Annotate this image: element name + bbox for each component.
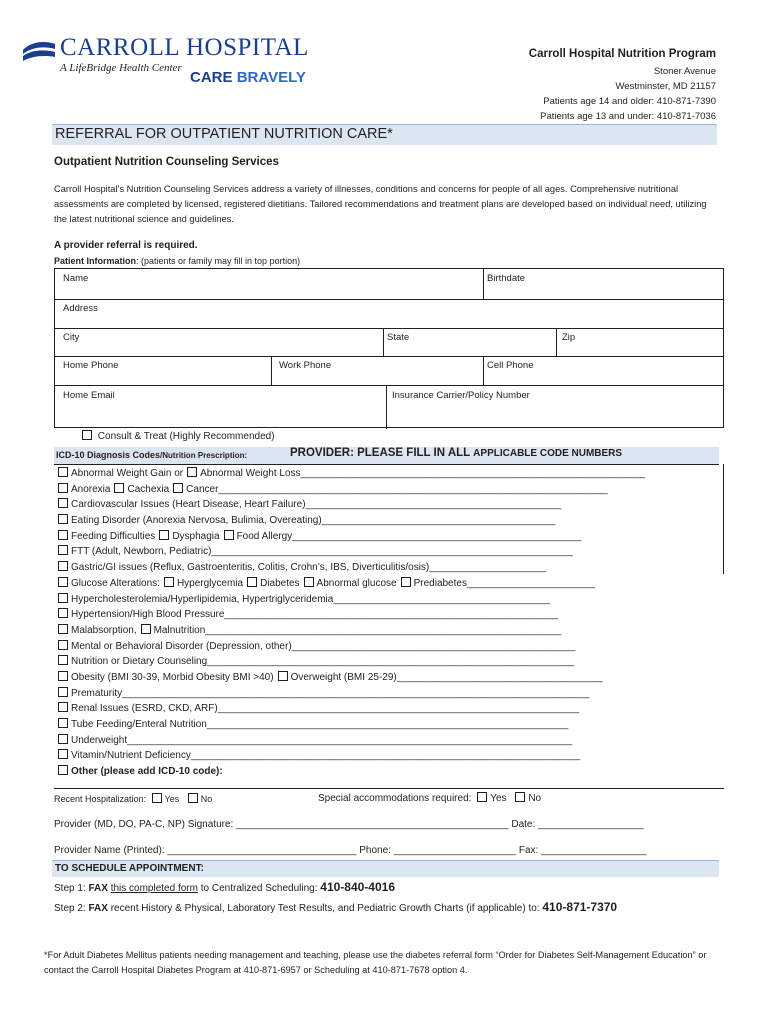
checkbox-icon[interactable]	[114, 483, 124, 493]
provider-name-line[interactable]: Provider Name (Printed): __________________________________ Phone: ______________________ Fax: ___________________	[54, 845, 647, 856]
list-item	[58, 530, 722, 546]
checkbox-icon[interactable]	[515, 792, 525, 802]
checkbox-icon[interactable]	[247, 577, 257, 587]
diagnosis-option-label: Abnormal Weight Gain or	[71, 468, 184, 479]
list-item	[58, 467, 722, 483]
city-field[interactable]: City	[63, 332, 80, 343]
code-fill-line[interactable]: _____________________	[429, 562, 547, 574]
checkbox-icon[interactable]	[58, 577, 68, 587]
provider-instruction	[290, 447, 622, 459]
diagnosis-option-label: Hyperglycemia	[176, 577, 244, 589]
step2-text: recent History & Physical, Laboratory Test Results, and Pediatric Growth Charts (if applicable) to:	[107, 903, 543, 914]
diagnosis-option-label: Food Allergy	[236, 530, 293, 542]
list-item	[58, 749, 722, 765]
checkbox-icon[interactable]	[58, 718, 68, 728]
code-fill-line[interactable]: __________________________________________	[321, 515, 556, 527]
checkbox-icon[interactable]	[401, 577, 411, 587]
diagnosis-option-label: Vitamin/Nutrient Deficiency	[71, 750, 191, 762]
diagnosis-option-label: Tube Feeding/Enteral Nutrition	[71, 719, 207, 730]
patient-info-title: Patient Information	[54, 256, 137, 266]
checkbox-icon[interactable]	[58, 734, 68, 744]
diagnosis-option-label: Abnormal glucose	[316, 577, 397, 589]
step2-prefix: Step 2:	[54, 903, 89, 914]
diagnosis-option-label: FTT (Adult, Newborn, Pediatric)	[71, 546, 212, 558]
centralized-scheduling-phone: 410-840-4016	[320, 880, 395, 894]
diagnosis-option-label: Dysphagia	[172, 530, 220, 542]
diagnosis-option-label: Nutrition or Dietary Counseling	[71, 656, 208, 668]
list-item	[58, 671, 722, 687]
list-item	[58, 687, 722, 703]
diagnosis-option-label: Prediabetes	[413, 577, 467, 589]
work-phone-field[interactable]: Work Phone	[279, 360, 332, 371]
checkbox-icon[interactable]	[58, 530, 68, 540]
hosp-no-label: No	[200, 794, 213, 804]
checkbox-icon[interactable]	[141, 624, 151, 634]
checkbox-icon[interactable]	[187, 467, 197, 477]
care-word: CARE	[190, 69, 233, 86]
list-item	[58, 608, 722, 624]
diagnosis-option-label: Glucose Alterations:	[71, 577, 160, 589]
list-item	[58, 655, 722, 671]
diagnosis-option-label: Cachexia	[127, 483, 170, 495]
checkbox-icon[interactable]	[58, 514, 68, 524]
code-fill-line[interactable]: _______________________	[466, 577, 595, 589]
phone-13-under: Patients age 13 and under: 410-871-7036	[540, 111, 716, 122]
diagnosis-option-label: Cancer	[186, 483, 219, 495]
checkbox-icon[interactable]	[278, 671, 288, 681]
checkbox-icon[interactable]	[58, 467, 68, 477]
list-item	[58, 765, 722, 781]
code-fill-line[interactable]: ______________________________________________	[305, 499, 562, 511]
step1-fax: FAX	[88, 883, 108, 894]
diagnosis-option-label: Malnutrition	[153, 624, 206, 636]
code-fill-line[interactable]: ______________________________________________________________________	[190, 750, 581, 762]
step1-text: to Centralized Scheduling:	[197, 883, 321, 894]
schedule-heading-bar	[52, 860, 719, 877]
code-fill-line[interactable]: __________________________________________________________________	[207, 656, 575, 668]
code-fill-line[interactable]: _________________________________________________________________	[217, 703, 580, 715]
section-heading: Outpatient Nutrition Counseling Services	[54, 156, 279, 168]
patient-info-form	[54, 268, 724, 428]
diagnosis-option-label: Renal Issues (ESRD, CKD, ARF)	[71, 703, 218, 715]
home-phone-field[interactable]: Home Phone	[63, 360, 119, 371]
code-fill-line[interactable]: _________________________________________________________________	[206, 719, 569, 730]
special-accommodations-row	[318, 792, 541, 804]
form-title-bar	[52, 124, 717, 145]
diagnosis-option-label: Abnormal Weight Loss	[200, 468, 301, 479]
step1-prefix: Step 1:	[54, 883, 89, 894]
checklist-bottom-border	[54, 788, 724, 789]
diagnosis-option-label: Underweight	[71, 734, 128, 746]
checkbox-icon[interactable]	[58, 483, 68, 493]
program-contact-block	[529, 47, 716, 124]
code-fill-line[interactable]: ___________________________________________________	[291, 640, 576, 652]
code-fill-line[interactable]: ____________________________________________________________________________________	[122, 687, 590, 699]
diagnosis-option-label: Anorexia	[71, 483, 111, 495]
checkbox-icon[interactable]	[159, 530, 169, 540]
checkbox-icon[interactable]	[58, 593, 68, 603]
diagnosis-option-label: Gastric/GI issues (Reflux, Gastroenteritis, Colitis, Crohn’s, IBS, Diverticulitis/osis)	[71, 562, 430, 574]
diagnosis-option-label: Prematurity	[71, 687, 123, 699]
list-item	[58, 734, 722, 750]
checkbox-icon[interactable]	[58, 765, 68, 775]
code-fill-line[interactable]: ______________________________________________________________________	[218, 483, 608, 495]
list-item	[58, 514, 722, 530]
diagnosis-option-label: Other (please add ICD-10 code):	[71, 766, 223, 778]
provider-instruction-main: PROVIDER: PLEASE FILL IN ALL	[290, 447, 470, 459]
insurance-field[interactable]: Insurance Carrier/Policy Number	[392, 390, 530, 401]
form-title: REFERRAL FOR OUTPATIENT NUTRITION CARE*	[55, 126, 393, 142]
checkbox-icon[interactable]	[224, 530, 234, 540]
provider-signature-line[interactable]: Provider (MD, DO, PA-C, NP) Signature: _________________________________________________ Date: ___________________	[54, 819, 644, 830]
address-line-1: Stoner Avenue	[653, 66, 716, 77]
list-item	[58, 483, 722, 499]
recent-hospitalization-label: Recent Hospitalization:	[54, 794, 147, 804]
list-item	[58, 640, 722, 656]
icd-codes-title: ICD-10 Diagnosis Codes	[56, 450, 161, 460]
provider-instruction-tail: APPLICABLE CODE NUMBERS	[473, 448, 623, 459]
patient-info-label	[54, 256, 300, 266]
diagnosis-checklist	[58, 467, 722, 781]
schedule-heading: TO SCHEDULE APPOINTMENT:	[55, 863, 204, 874]
icd-codes-label	[56, 450, 247, 460]
step-1	[54, 880, 395, 894]
logo-tagline: A LifeBridge Health Center	[60, 62, 182, 74]
address-line-2: Westminster, MD 21157	[615, 81, 716, 92]
checkbox-icon[interactable]	[58, 687, 68, 697]
hosp-yes-label: Yes	[164, 794, 180, 804]
special-yes-label: Yes	[490, 793, 507, 804]
bravely-word: BRAVELY	[236, 69, 306, 86]
consult-treat-label: Consult & Treat (Highly Recommended)	[97, 431, 275, 442]
list-item	[58, 593, 722, 609]
checkbox-icon[interactable]	[82, 430, 92, 440]
checkbox-icon[interactable]	[58, 671, 68, 681]
diagnosis-option-label: Hypertension/High Blood Pressure	[71, 609, 225, 621]
diagnosis-option-label: Overweight (BMI 25-29)	[290, 671, 397, 683]
state-field[interactable]: State	[387, 332, 410, 343]
checkbox-icon[interactable]	[152, 793, 162, 803]
step-2	[54, 900, 617, 914]
diagnosis-option-label: Cardiovascular Issues (Heart Disease, Heart Failure)	[71, 499, 306, 511]
diabetes-footnote: *For Adult Diabetes Mellitus patients needing management and teaching, please use the diabetes referral form “Order for Diabetes Self-Management Education” or contact the Carroll Hospital Diabetes Program at 410-871-6957 or Scheduling at 410-871-7678 option 4.	[44, 950, 707, 975]
care-bravely-slogan	[190, 69, 306, 86]
checkbox-icon[interactable]	[58, 749, 68, 759]
special-no-label: No	[528, 793, 542, 804]
list-item	[58, 624, 722, 640]
logo-name: CARROLL HOSPITAL	[60, 34, 309, 61]
checkbox-icon[interactable]	[477, 792, 487, 802]
list-item	[58, 561, 722, 577]
code-fill-line[interactable]: ________________________________________________________________________________	[127, 734, 573, 746]
checkbox-icon[interactable]	[58, 640, 68, 650]
code-fill-line[interactable]: _________________________________________________________________	[211, 546, 573, 558]
recent-hospitalization-row	[54, 793, 212, 804]
zip-field[interactable]: Zip	[562, 332, 576, 343]
diagnosis-option-label: Feeding Difficulties	[71, 530, 156, 542]
step2-fax-number: 410-871-7370	[542, 900, 618, 914]
intro-paragraph: Carroll Hospital’s Nutrition Counseling Services address a variety of illnesses, conditions and concerns for people of all ages. Comprehensive nutritional assessments are completed by licensed, registered dietitians. Tailored recommendations and treatment plans are developed based on individual need, utilizing the latest nutritional science and guidelines.	[54, 184, 707, 224]
icd-header-bar	[54, 447, 719, 465]
code-fill-line[interactable]: _______________________________________	[333, 593, 551, 605]
list-item	[58, 545, 722, 561]
diagnosis-option-label: Hypercholesterolemia/Hyperlipidemia, Hypertriglyceridemia	[71, 593, 334, 605]
code-fill-line[interactable]: ________________________________________________________________	[205, 624, 562, 636]
checkbox-icon[interactable]	[188, 793, 198, 803]
list-item	[58, 702, 722, 718]
consult-treat-option[interactable]	[82, 430, 275, 442]
checkbox-icon[interactable]	[304, 577, 314, 587]
cell-phone-field[interactable]: Cell Phone	[487, 360, 534, 371]
birthdate-field[interactable]: Birthdate	[487, 273, 526, 284]
list-item	[58, 498, 722, 514]
nutrition-prescription-label: /Nutrition Prescription:	[160, 451, 248, 460]
diagnosis-option-label: Malabsorption,	[71, 624, 137, 636]
checkbox-icon[interactable]	[58, 624, 68, 634]
code-fill-line[interactable]: ____________________________________________________	[292, 530, 582, 542]
step2-fax: FAX	[88, 903, 108, 914]
checkbox-icon[interactable]	[164, 577, 174, 587]
code-fill-line[interactable]: _____________________________________	[396, 671, 603, 683]
step1-completed-form: this completed form	[110, 883, 198, 894]
patient-info-note: : (patients or family may fill in top portion)	[136, 256, 301, 266]
name-field[interactable]: Name	[63, 273, 89, 284]
checkbox-icon[interactable]	[58, 655, 68, 665]
icd-box-border	[723, 464, 724, 574]
checkbox-icon[interactable]	[58, 561, 68, 571]
diagnosis-option-label: Obesity (BMI 30-39, Morbid Obesity BMI >40)	[71, 671, 274, 683]
checkbox-icon[interactable]	[58, 608, 68, 618]
diagnosis-option-label: Diabetes	[260, 577, 300, 589]
program-title: Carroll Hospital Nutrition Program	[528, 48, 716, 60]
list-item	[58, 718, 722, 734]
checkbox-icon[interactable]	[58, 545, 68, 555]
checkbox-icon[interactable]	[58, 498, 68, 508]
list-item	[58, 577, 722, 593]
special-accommodations-label: Special accommodations required:	[318, 793, 472, 804]
phone-14-older: Patients age 14 and older: 410-871-7390	[543, 96, 716, 107]
code-fill-line[interactable]: ______________________________________________________________	[300, 468, 646, 479]
code-fill-line[interactable]: ____________________________________________________________	[224, 609, 559, 621]
checkbox-icon[interactable]	[173, 483, 183, 493]
address-field[interactable]: Address	[63, 303, 98, 314]
wave-logo-icon	[22, 40, 56, 62]
home-email-field[interactable]: Home Email	[63, 390, 115, 401]
diagnosis-option-label: Mental or Behavioral Disorder (Depression, other)	[71, 640, 292, 652]
referral-required-note: A provider referral is required.	[54, 240, 198, 251]
checkbox-icon[interactable]	[58, 702, 68, 712]
diagnosis-option-label: Eating Disorder (Anorexia Nervosa, Bulimia, Overeating)	[71, 515, 322, 527]
